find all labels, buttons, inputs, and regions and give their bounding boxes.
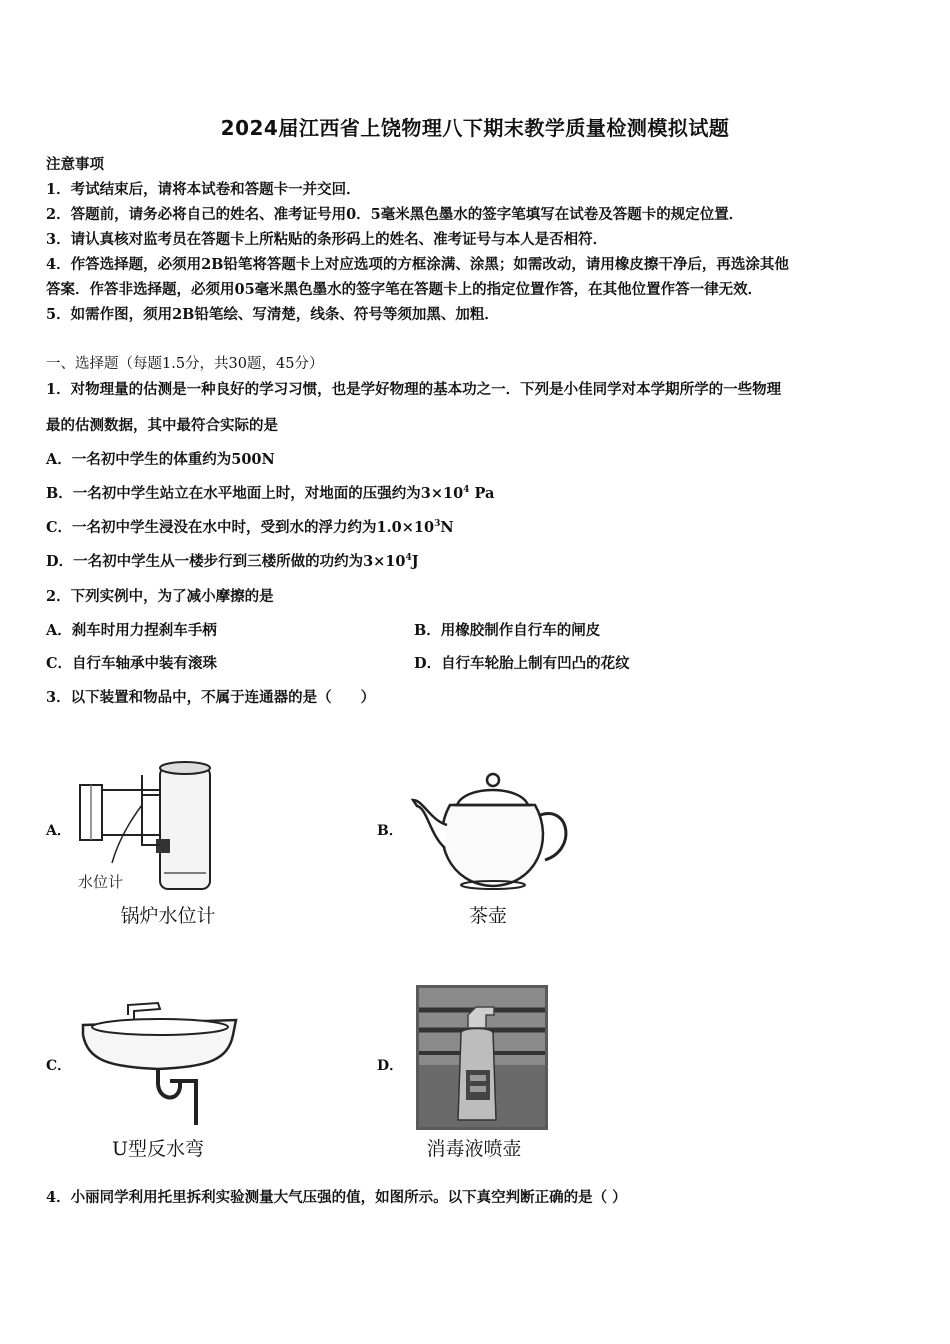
boiler-gauge-inner-label: 水位计	[78, 873, 124, 891]
q2-option-b: B．用橡胶制作自行车的闸皮	[414, 622, 601, 639]
q3-option-c-caption: U型反水弯	[111, 1138, 204, 1160]
q3-stem: 3．以下装置和物品中，不属于连通器的是（ ）	[46, 689, 376, 706]
q3-option-b-label: B．	[377, 823, 403, 839]
q1-option-b-exp: 4	[463, 485, 470, 496]
q1-option-c	[46, 516, 454, 537]
q1-option-d-exp: 4	[405, 553, 412, 564]
q1-option-a: A．一名初中学生的体重约为500N	[46, 451, 275, 468]
q1-option-c-text: C．一名初中学生浸没在水中时，受到水的浮力约为1.0×10	[46, 519, 435, 536]
notice-item-1: 1．考试结束后，请将本试卷和答题卡一并交回．	[46, 181, 361, 198]
notice-item-2: 2．答题前，请务必将自己的姓名、准考证号用0．5毫米黑色墨水的签字笔填写在试卷及答题卡的规定位置．	[46, 206, 744, 223]
boiler-gauge-figure	[72, 755, 222, 900]
q3-option-a-label: A．	[46, 823, 71, 839]
notice-heading: 注意事项	[46, 156, 104, 173]
q2-option-c: C．自行车轴承中装有滚珠	[46, 655, 218, 672]
q3-option-a-caption: 锅炉水位计	[120, 905, 216, 927]
notice-item-4-cont: 答案．作答非选择题，必须用05毫米黑色墨水的签字笔在答题卡上的指定位置作答，在其他位置作答一律无效．	[46, 281, 763, 298]
spray-bottle-figure	[416, 985, 548, 1130]
u-trap-figure	[78, 995, 243, 1130]
q1-stem-line1: 1．对物理量的估测是一种良好的学习习惯，也是学好物理的基本功之一．下列是小佳同学对本学期所学的一些物理	[46, 381, 782, 398]
notice-item-5: 5．如需作图，须用2B铅笔绘、写清楚，线条、符号等须加黑、加粗．	[46, 306, 499, 323]
q2-stem: 2．下列实例中，为了减小摩擦的是	[46, 588, 274, 605]
notice-item-4: 4．作答选择题，必须用2B铅笔将答题卡上对应选项的方框涂满、涂黑；如需改动，请用橡皮擦干净后，再选涂其他	[46, 256, 789, 273]
q3-option-d-label: D．	[377, 1058, 404, 1074]
q1-option-c-exp: 3	[434, 519, 441, 530]
q4-stem: 4．小丽同学利用托里拆利实验测量大气压强的值，如图所示。以下真空判断正确的是（ ）	[46, 1189, 627, 1206]
q3-option-d-caption: 消毒液喷壶	[426, 1138, 522, 1160]
q1-option-c-unit: N	[440, 519, 454, 536]
page-title: 2024届江西省上饶物理八下期末教学质量检测模拟试题	[220, 116, 730, 140]
notice-item-3: 3．请认真核对监考员在答题卡上所粘贴的条形码上的姓名、准考证号与本人是否相符．	[46, 231, 608, 248]
q2-option-a: A．刹车时用力捏刹车手柄	[46, 622, 217, 639]
q1-option-d-unit: J	[411, 553, 419, 570]
q1-option-b	[46, 482, 494, 503]
q1-option-b-text: B．一名初中学生站立在水平地面上时，对地面的压强约为3×10	[46, 485, 464, 502]
q2-option-d: D．自行车轮胎上制有凹凸的花纹	[414, 655, 630, 672]
q1-option-b-unit: Pa	[469, 485, 495, 502]
q1-option-d-text: D．一名初中学生从一楼步行到三楼所做的功约为3×10	[46, 553, 406, 570]
teapot-figure	[405, 760, 580, 895]
q1-stem-line2: 最的估测数据，其中最符合实际的是	[46, 417, 278, 434]
q3-option-b-caption: 茶壶	[468, 905, 507, 927]
section-heading: 一、选择题（每题1.5分，共30题，45分）	[46, 356, 324, 372]
q3-option-c-label: C．	[46, 1058, 72, 1074]
q1-option-d	[46, 550, 419, 571]
